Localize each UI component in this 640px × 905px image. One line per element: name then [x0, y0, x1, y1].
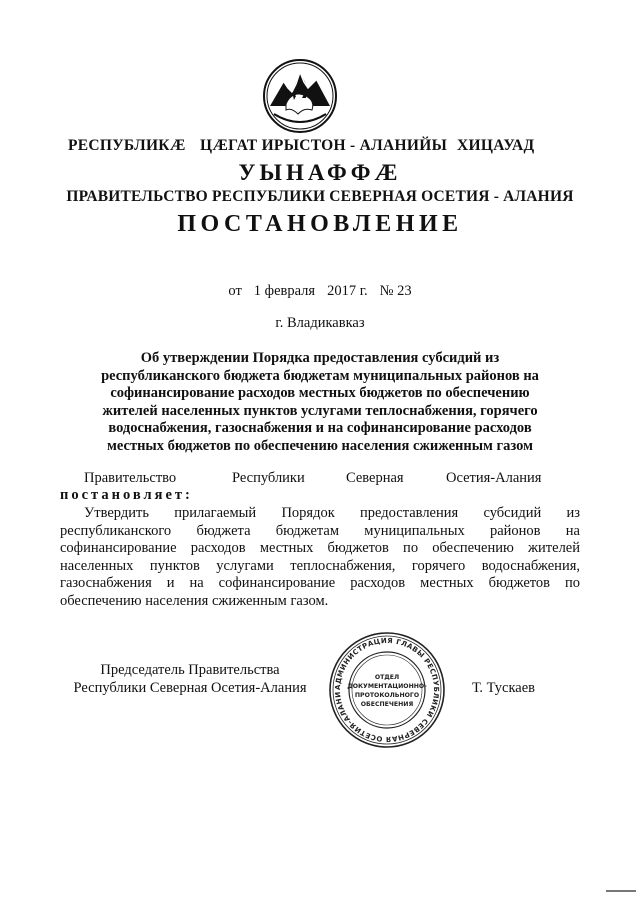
- decree-word: постановляет:: [60, 487, 193, 503]
- subject-line: Об утверждении Порядка предоставления субсидий из: [140, 350, 500, 366]
- scan-artifact-line: [606, 890, 636, 892]
- govt-word: Республики: [232, 470, 305, 486]
- header-russian-line: ПРАВИТЕЛЬСТВО РЕСПУБЛИКИ СЕВЕРНАЯ ОСЕТИЯ - АЛАНИЯ: [66, 188, 574, 205]
- header-ossetian-word-2: ЦӔГАТ ИРЫСТОН - АЛАНИЙЫ: [200, 137, 448, 154]
- document-year: 2017 г.: [327, 283, 368, 299]
- document-place: г. Владикавказ: [275, 315, 365, 331]
- title-ossetian: УЫНАФФӔ: [238, 160, 402, 185]
- stamp-ring-text: АДМИНИСТРАЦИЯ ГЛАВЫ РЕСПУБЛИКИ СЕВЕРНАЯ ОСЕТИЯ-АЛАНИ: [333, 636, 441, 744]
- subject-line: жителей населенных пунктов услугами теплоснабжения, горячего: [102, 402, 538, 419]
- header-ossetian-word-1: РЕСПУБЛИКӔ: [68, 137, 186, 154]
- stamp-center-line: ПРОТОКОЛЬНОГО: [354, 692, 420, 699]
- subject-line: водоснабжения, газоснабжения и на софинансирование расходов: [108, 420, 532, 436]
- stamp-center-line: ДОКУМЕНТАЦИОННО-: [347, 683, 427, 690]
- document-date-line: [0, 283, 640, 300]
- subject-line: софинансирование расходов местных бюджетов по обеспечению: [110, 385, 530, 401]
- date-prefix: от: [228, 283, 242, 299]
- stamp-center-line: ОБЕСПЕЧЕНИЯ: [360, 701, 414, 708]
- signer-name: Т. Тускаев: [472, 680, 536, 696]
- document-subject: [60, 350, 580, 455]
- govt-word: Северная: [346, 470, 404, 486]
- header-ossetian-word-3: ХИЦАУАД: [457, 137, 535, 154]
- decree-body: Утвердить прилагаемый Порядок предоставления субсидий из республиканского бюджета бюджетам муниципальных районов на софинансирование расходов местных бюджетов по обеспечению жителей населенных пунктов услугами теплоснабжения, горячего водоснабжения, газоснабжения и на софинансирование расходов местных бюджетов по обеспечению населения сжиженным газом.: [60, 505, 580, 609]
- subject-line: республиканского бюджета бюджетам муниципальных районов на: [101, 367, 539, 384]
- coat-of-arms-emblem: [262, 58, 338, 134]
- stamp-center-line: ОТДЕЛ: [374, 674, 400, 681]
- signer-title-line: Председатель Правительства: [100, 662, 280, 678]
- official-stamp: [327, 630, 447, 750]
- document-date: 1 февраля: [253, 283, 316, 299]
- govt-word: Правительство: [84, 470, 177, 486]
- subject-line: местных бюджетов по обеспечению населения сжиженным газом: [107, 437, 533, 454]
- govt-word: Осетия-Алания: [446, 470, 542, 486]
- signer-title: [60, 661, 320, 697]
- document-number: № 23: [379, 283, 412, 299]
- signer-title-line: Республики Северная Осетия-Алания: [73, 680, 307, 696]
- title-russian: ПОСТАНОВЛЕНИЕ: [177, 211, 463, 237]
